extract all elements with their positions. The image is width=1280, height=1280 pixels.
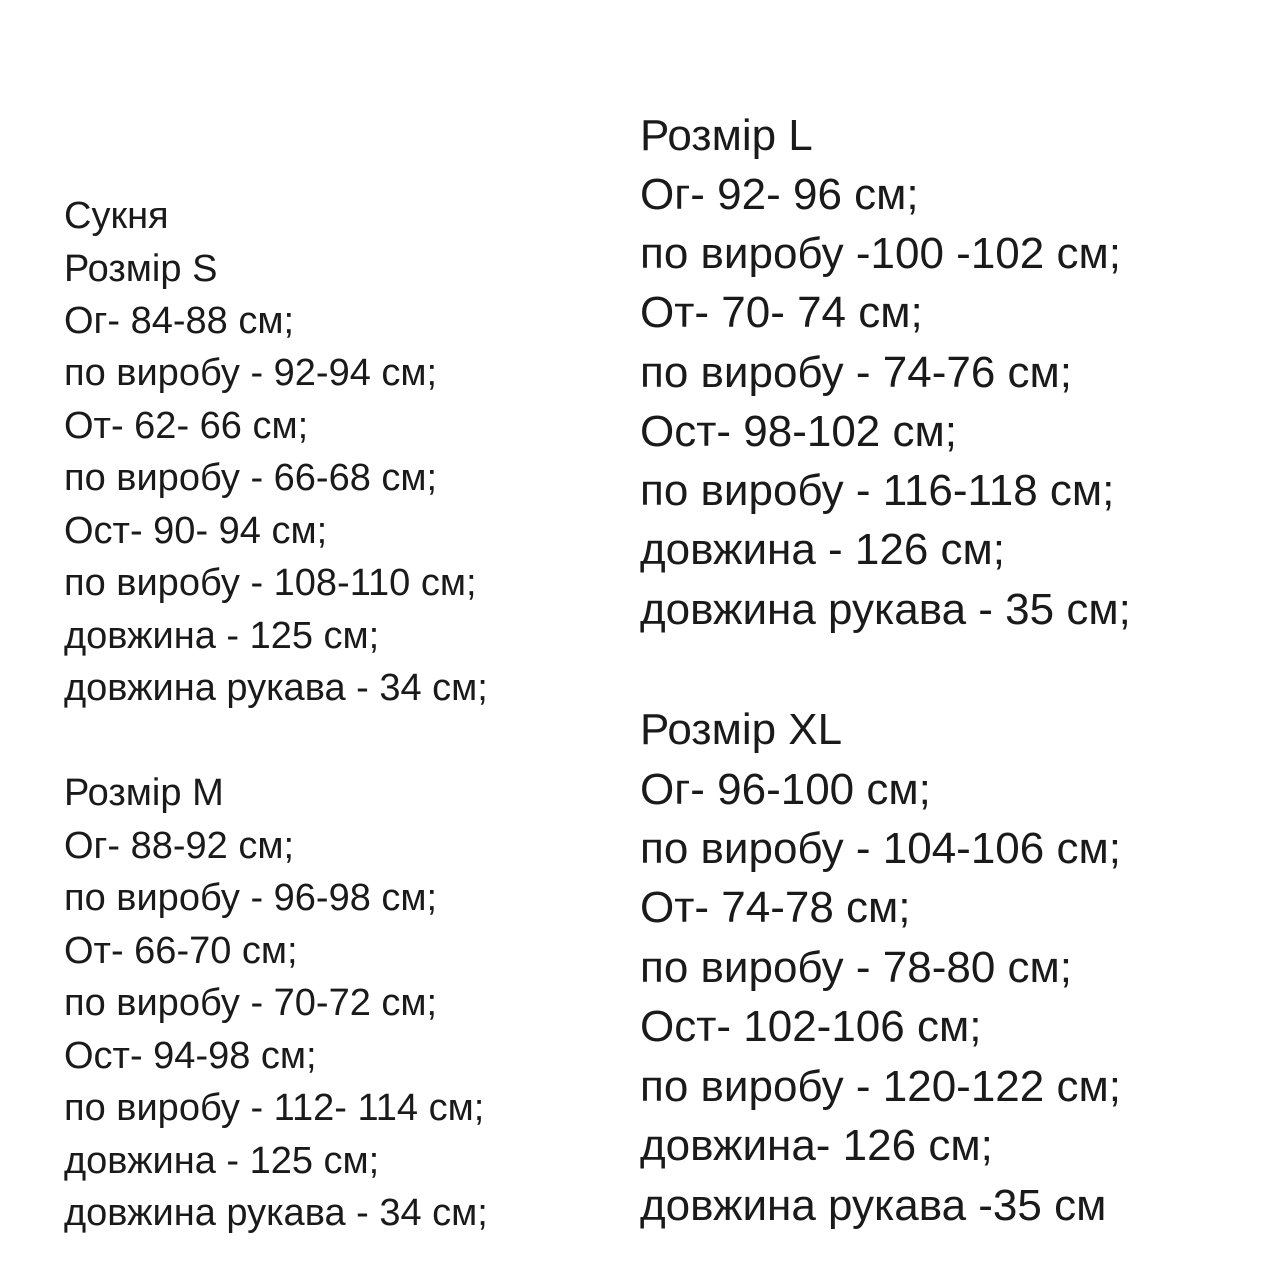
size-l-line: по виробу -100 -102 см; [640,229,1121,278]
size-m-line: по виробу - 96-98 см; [64,877,438,919]
size-l-line: От- 70- 74 см; [640,288,923,337]
size-s-line: довжина рукава - 34 см; [64,667,488,709]
size-m-line: Ог- 88-92 см; [64,825,295,867]
size-m-heading: Розмір M [64,772,224,814]
size-s-line: Ост- 90- 94 см; [64,510,328,552]
size-xl-line: От- 74-78 см; [640,883,911,932]
size-m-line: Ост- 94-98 см; [64,1035,317,1077]
size-xl-line: Ог- 96-100 см; [640,765,931,814]
size-m-line: по виробу - 112- 114 см; [64,1087,485,1129]
size-xl-line: по виробу - 78-80 см; [640,943,1072,992]
size-xl-line: довжина рукава -35 см [640,1181,1107,1230]
size-l-line: Ост- 98-102 см; [640,407,957,456]
product-title: Сукня [64,195,169,237]
size-xl-line: по виробу - 104-106 см; [640,824,1121,873]
size-l-line: Ог- 92- 96 см; [640,170,919,219]
size-s-line: по виробу - 66-68 см; [64,457,438,499]
size-l-line: довжина рукава - 35 см; [640,585,1131,634]
size-m-line: довжина рукава - 34 см; [64,1192,488,1234]
size-s-line: От- 62- 66 см; [64,405,309,447]
size-l-line: по виробу - 74-76 см; [640,348,1072,397]
size-l-heading: Розмір L [640,111,813,160]
size-s-line: довжина - 125 см; [64,615,380,657]
size-xl-heading: Розмір XL [640,705,843,754]
size-l-line: по виробу - 116-118 см; [640,466,1115,515]
size-s-heading: Розмір S [64,248,218,290]
size-m-line: От- 66-70 см; [64,930,298,972]
size-m-line: довжина - 125 см; [64,1140,380,1182]
size-s-line: по виробу - 108-110 см; [64,562,477,604]
size-l-line: довжина - 126 см; [640,525,1006,574]
size-xl-line: довжина- 126 см; [640,1121,993,1170]
size-s-line: Ог- 84-88 см; [64,300,295,342]
size-xl-line: по виробу - 120-122 см; [640,1062,1121,1111]
size-xl-line: Ост- 102-106 см; [640,1002,982,1051]
size-s-line: по виробу - 92-94 см; [64,352,438,394]
size-m-line: по виробу - 70-72 см; [64,982,438,1024]
